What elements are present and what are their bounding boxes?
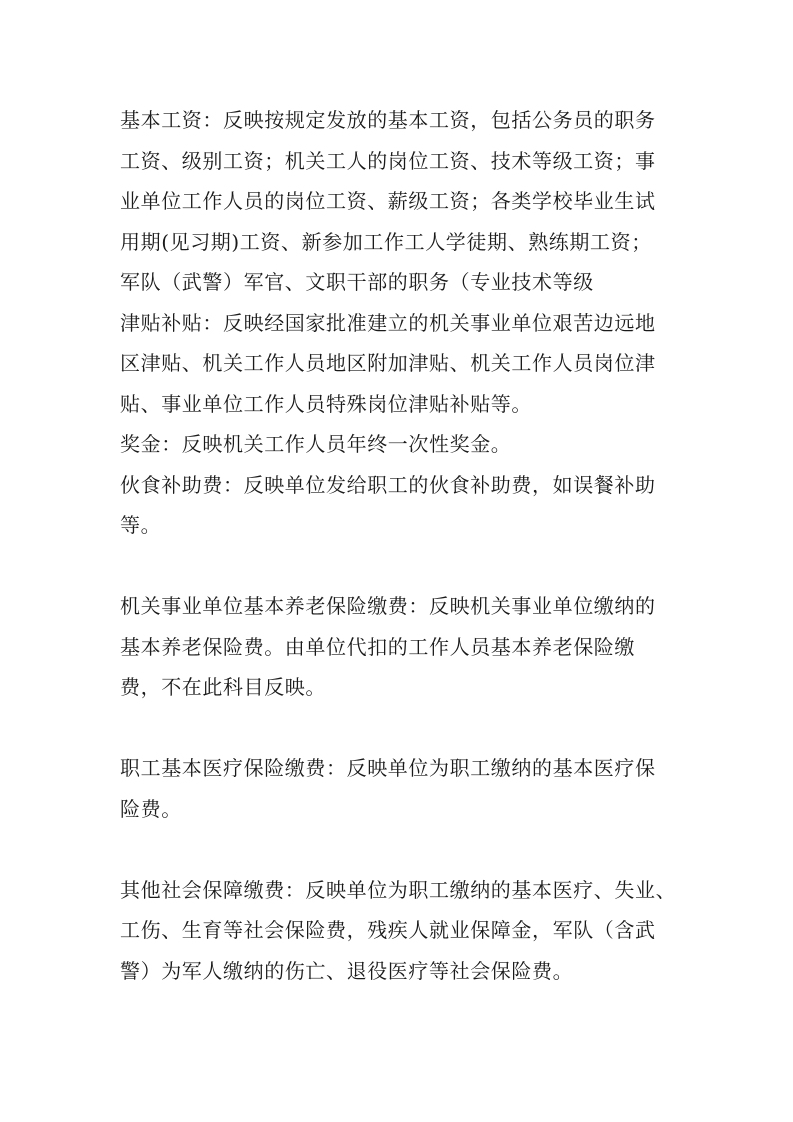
paragraph-gap [120, 708, 680, 749]
paragraph-gap [120, 829, 680, 870]
text-line: 贴、事业单位工作人员特殊岗位津贴补贴等。 [120, 391, 532, 416]
section-pension [120, 586, 680, 708]
text-line: 等。 [120, 513, 162, 537]
text-line: 费，不在此科目反映。 [120, 675, 326, 699]
text-line: 工伤、生育等社会保险费，残疾人就业保障金，军队（含武 [120, 918, 656, 942]
text-line: 伙食补助费：反映单位发给职工的伙食补助费，如误餐补助 [120, 472, 656, 497]
text-line: 业单位工作人员的岗位工资、薪级工资；各类学校毕业生试 [120, 189, 656, 213]
text-line: 奖金：反映机关工作人员年终一次性奖金。 [120, 432, 512, 456]
paragraph-gap [120, 546, 680, 587]
text-line: 区津贴、机关工作人员地区附加津贴、机关工作人员岗位津 [120, 351, 656, 375]
section-medical [120, 748, 680, 829]
text-line: 机关事业单位基本养老保险缴费：反映机关事业单位缴纳的 [120, 594, 656, 618]
text-line: 职工基本医疗保险缴费：反映单位为职工缴纳的基本医疗保 [120, 756, 656, 780]
section-wages [120, 100, 680, 546]
text-line: 军队（武警）军官、文职干部的职务（专业技术等级 [120, 270, 594, 294]
text-line: 警）为军人缴纳的伤亡、退役医疗等社会保险费。 [120, 958, 574, 983]
text-line: 基本工资：反映按规定发放的基本工资，包括公务员的职务 [120, 108, 656, 132]
text-line: 险费。 [120, 796, 182, 821]
text-line: 用期(见习期)工资、新参加工作工人学徒期、熟练期工资； [120, 229, 652, 254]
text-line: 工资、级别工资；机关工人的岗位工资、技术等级工资；事 [120, 148, 656, 173]
document-body [120, 100, 680, 991]
text-line: 其他社会保障缴费：反映单位为职工缴纳的基本医疗、失业、 [120, 877, 677, 902]
section-social-security [120, 870, 680, 992]
text-line: 基本养老保险费。由单位代扣的工作人员基本养老保险缴 [120, 634, 635, 659]
text-line: 津贴补贴：反映经国家批准建立的机关事业单位艰苦边远地 [120, 310, 656, 335]
